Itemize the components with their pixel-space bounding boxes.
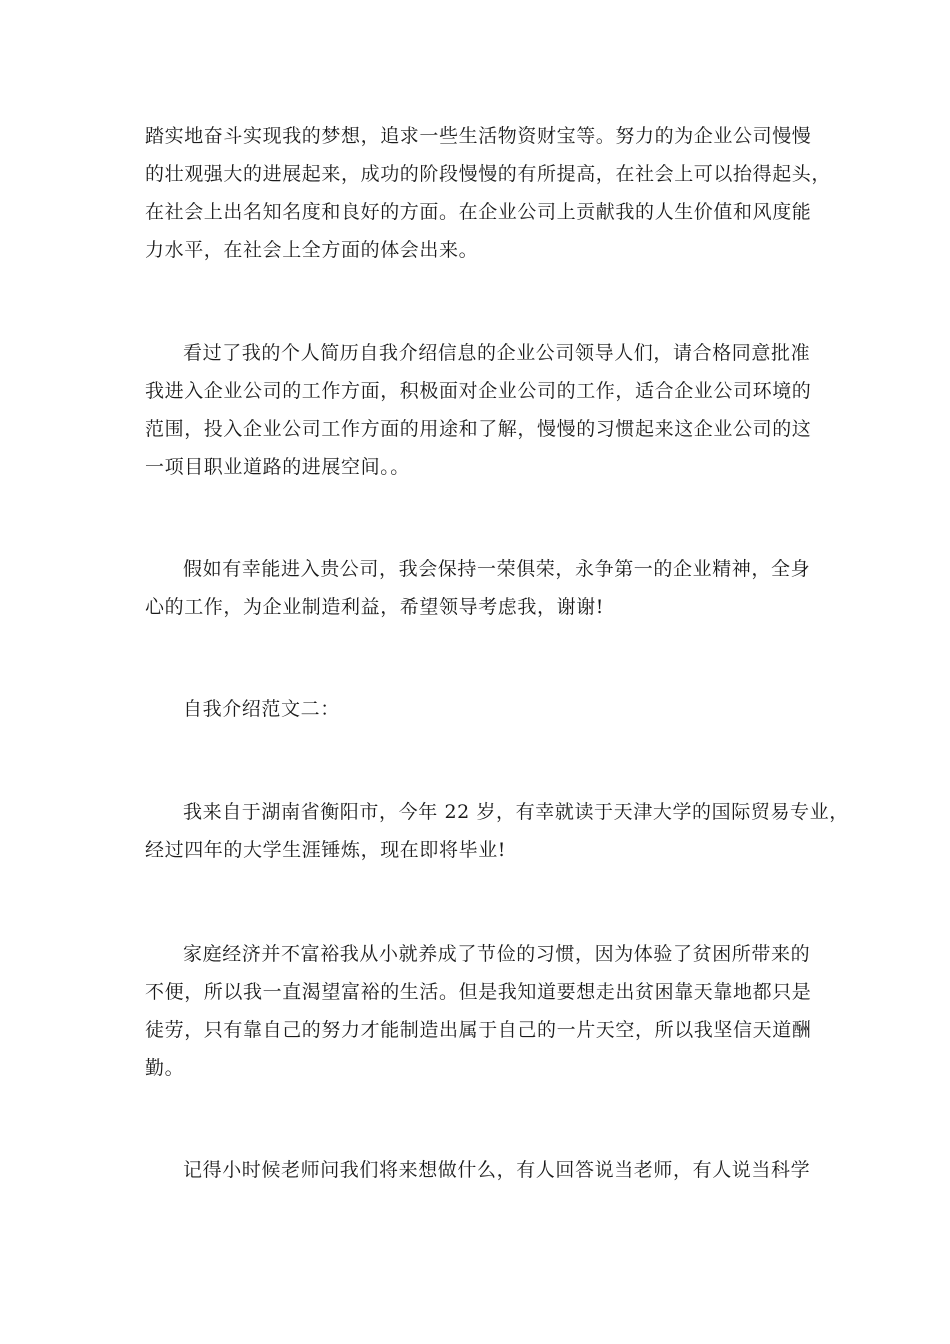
section-heading bbox=[145, 690, 825, 728]
paragraph-intro bbox=[145, 793, 849, 869]
text-line: 徒劳，只有靠自己的努力才能制造出属于自己的一片天空，所以我坚信天道酬 bbox=[145, 1019, 812, 1041]
paragraph-family bbox=[145, 935, 825, 1087]
text-line: 我进入企业公司的工作方面，积极面对企业公司的工作，适合企业公司环境的 bbox=[145, 380, 812, 402]
text-line: 的壮观强大的进展起来，成功的阶段慢慢的有所提高，在社会上可以抬得起头， bbox=[145, 163, 832, 185]
paragraph-childhood bbox=[145, 1151, 825, 1189]
text-line: 经过四年的大学生涯锤炼，现在即将毕业! bbox=[145, 839, 507, 861]
paragraph-request bbox=[145, 334, 825, 486]
text-line: 看过了我的个人简历自我介绍信息的企业公司领导人们，请合格同意批准 bbox=[183, 342, 811, 364]
text-line: 不便，所以我一直渴望富裕的生活。但是我知道要想走出贫困靠天靠地都只是 bbox=[145, 981, 812, 1003]
paragraph-continuation bbox=[145, 117, 832, 269]
text-line: 自我介绍范文二： bbox=[183, 698, 340, 720]
text-line: 勤。 bbox=[145, 1057, 185, 1079]
text-line: 记得小时候老师问我们将来想做什么，有人回答说当老师，有人说当科学 bbox=[183, 1159, 811, 1181]
text-line: 在社会上出名知名度和良好的方面。在企业公司上贡献我的人生价值和风度能 bbox=[145, 201, 812, 223]
text-line: 一项目职业道路的进展空间。。 bbox=[145, 456, 410, 478]
text-line: 踏实地奋斗实现我的梦想，追求一些生活物资财宝等。努力的为企业公司慢慢 bbox=[145, 125, 812, 147]
text-line: 假如有幸能进入贵公司，我会保持一荣俱荣，永争第一的企业精神，全身 bbox=[183, 558, 811, 580]
text-line: 范围，投入企业公司工作方面的用途和了解，慢慢的习惯起来这企业公司的这 bbox=[145, 418, 812, 440]
paragraph-closing bbox=[145, 550, 825, 626]
text-line: 我来自于湖南省衡阳市，今年 22 岁，有幸就读于天津大学的国际贸易专业， bbox=[183, 801, 849, 823]
text-line: 力水平，在社会上全方面的体会出来。 bbox=[145, 239, 479, 261]
text-line: 家庭经济并不富裕我从小就养成了节俭的习惯，因为体验了贫困所带来的 bbox=[183, 943, 811, 965]
text-line: 心的工作，为企业制造利益，希望领导考虑我，谢谢! bbox=[145, 596, 605, 618]
